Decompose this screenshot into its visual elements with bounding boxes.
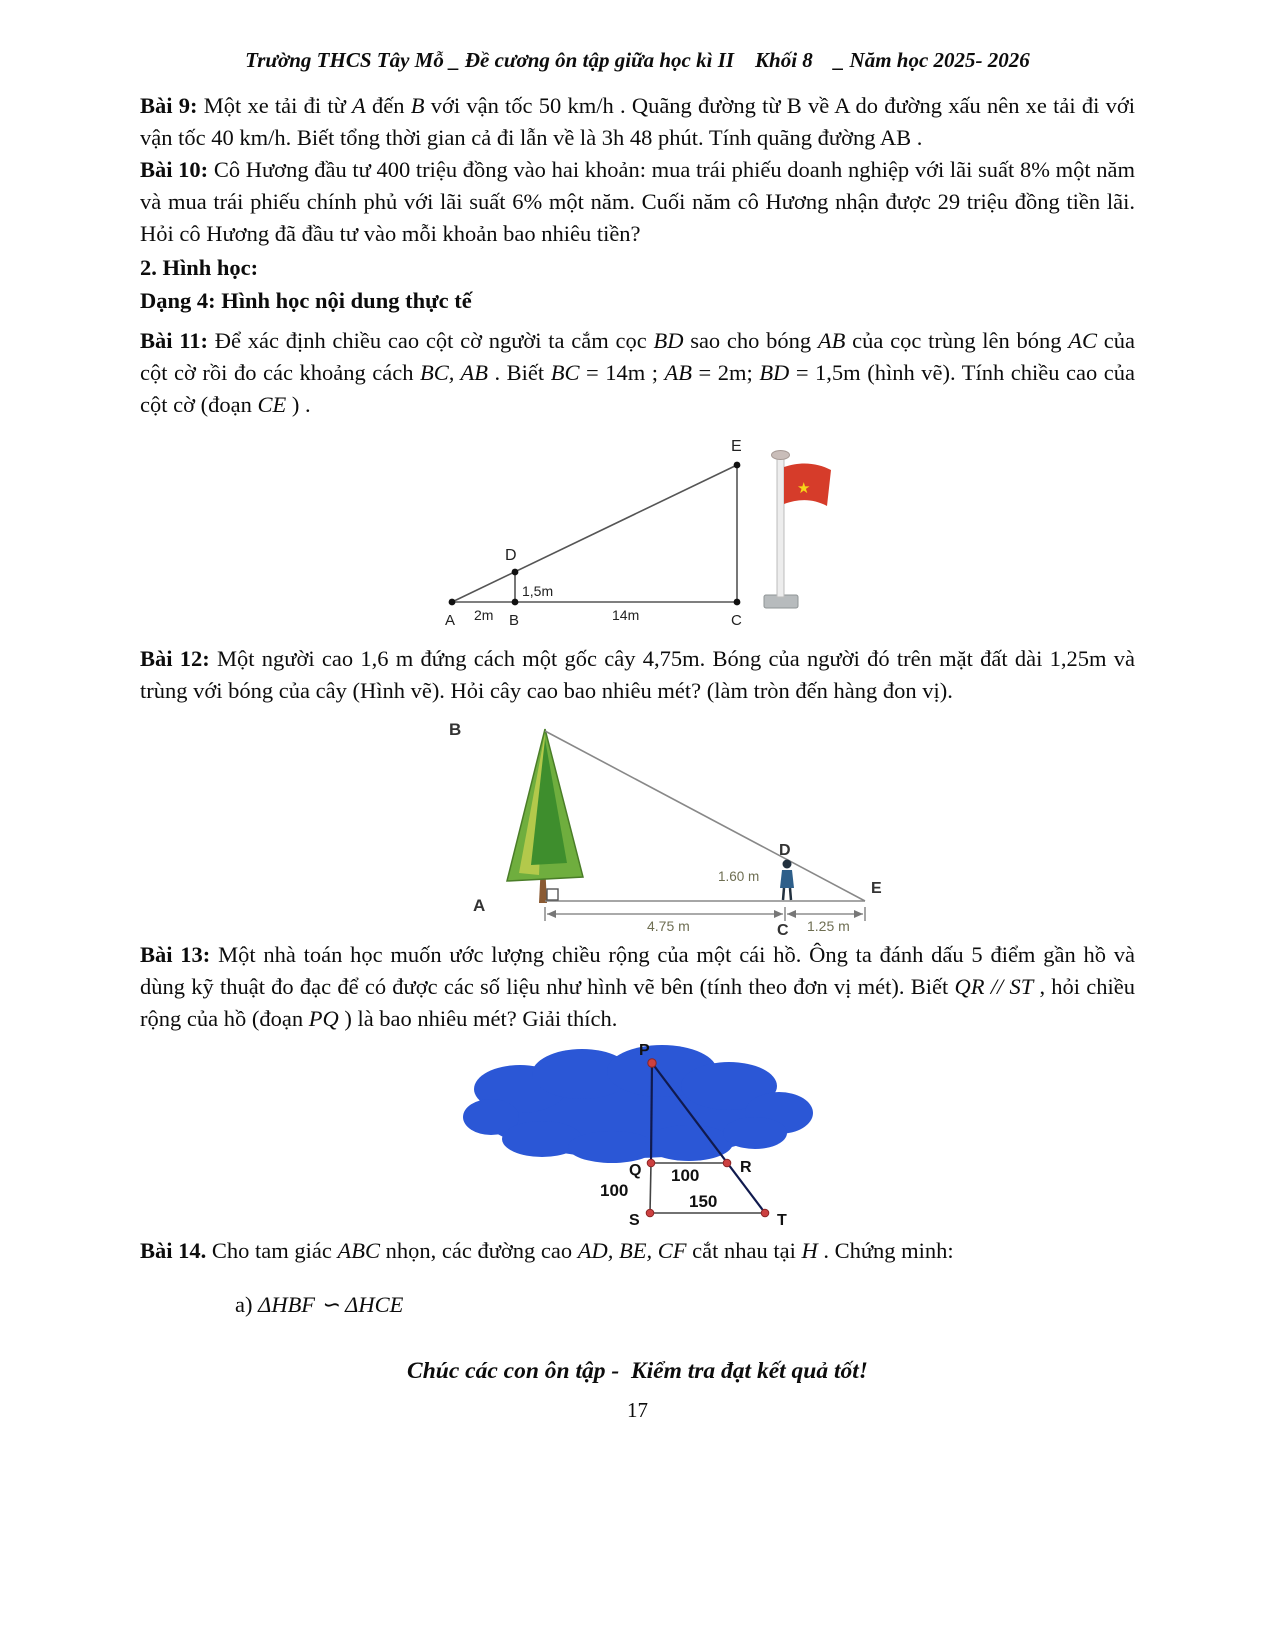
text-run: của cột cờ rồi đo các khoảng cách bbox=[140, 328, 1136, 386]
point-C-dot bbox=[733, 599, 740, 606]
text-run: . Biết bbox=[487, 360, 551, 386]
label-D-personhead: D bbox=[778, 842, 791, 860]
label-P: P bbox=[638, 1041, 650, 1059]
text-run: A bbox=[352, 92, 366, 118]
label-tree-shadow-length: 4.75 m bbox=[646, 918, 690, 935]
label-D: D bbox=[504, 547, 517, 565]
label-ST-distance: 150 bbox=[688, 1191, 717, 1211]
text-run: đến bbox=[365, 92, 411, 118]
flagpole-diagram bbox=[437, 427, 839, 639]
section-heading-dang4: Dạng 4: Hình học nội dung thực tế bbox=[140, 288, 472, 314]
flagpole-cap bbox=[771, 451, 789, 460]
lake-shape bbox=[463, 1045, 813, 1163]
label-S: S bbox=[628, 1211, 640, 1229]
text-run: AC bbox=[1068, 328, 1098, 354]
point-P-dot bbox=[647, 1059, 655, 1067]
text-run: Một người cao 1,6 m đứng cách một gốc cây 4,75m. Bóng của người đó trên mặt đất dài 1,25m và trùng với bóng của cây (Hình vẽ). Hỏi cây cao bao nhiêu mét? (làm tròn đến hàng đon vị). bbox=[140, 646, 1135, 704]
text-run: Bài 14. bbox=[140, 1237, 212, 1263]
person-head bbox=[782, 860, 791, 869]
text-run: H bbox=[801, 1237, 818, 1263]
label-B-treetop: B bbox=[448, 720, 461, 740]
text-run: PQ bbox=[308, 1005, 339, 1031]
problem-9 bbox=[140, 90, 1135, 154]
text-run: với vận tốc 50 km/h . Quãng đường từ B về A do đường xấu nên xe tải đi với vận tốc 40 km/h. Biết tổng thời gian cả đi lẫn về là 3h 48 phút. Tính quãng đường AB . bbox=[140, 92, 1135, 150]
person-leg-left bbox=[783, 888, 784, 900]
text-run: BD bbox=[759, 360, 790, 386]
text-run: nhọn, các đường cao bbox=[380, 1237, 578, 1263]
figure-lake bbox=[140, 1041, 1135, 1231]
point-R-dot bbox=[723, 1159, 731, 1167]
label-C: C bbox=[730, 612, 742, 630]
label-E: E bbox=[730, 438, 742, 456]
text-run: AB bbox=[817, 328, 846, 354]
dim-arrow-2 bbox=[774, 910, 783, 918]
problem-13 bbox=[140, 939, 1135, 1035]
point-B-dot bbox=[511, 599, 518, 606]
point-Q-dot bbox=[647, 1159, 655, 1167]
label-A-treebase: A bbox=[472, 896, 485, 916]
point-T-dot bbox=[761, 1209, 769, 1217]
line-PQ bbox=[651, 1063, 652, 1163]
label-QR-distance: 100 bbox=[670, 1165, 699, 1185]
text-run: Cho tam giác bbox=[211, 1237, 338, 1263]
text-run: = 14m ; bbox=[579, 360, 665, 386]
text-run: , hỏi chiều rộng của hồ (đoạn bbox=[140, 974, 1136, 1031]
text-run: ) . bbox=[286, 392, 311, 418]
text-run: Bài 9: bbox=[140, 92, 204, 118]
flagpole-pole bbox=[777, 457, 784, 597]
text-run: cắt nhau tại bbox=[686, 1237, 802, 1263]
text-run: ΔHBF ∽ ΔHCE bbox=[258, 1291, 404, 1317]
label-A: A bbox=[444, 612, 455, 630]
label-E-shadowtip: E bbox=[870, 880, 882, 898]
flag-star-icon: ★ bbox=[796, 481, 810, 498]
text-run: Một nhà toán học muốn ước lượng chiều rộng của một cái hồ. Ông ta đánh dấu 5 điểm gần hồ và dùng kỹ thuật đo đạc để có được các số liệu như hình vẽ bên (tính theo đơn vị mét). Biết bbox=[140, 942, 1135, 999]
dim-arrow-4 bbox=[854, 910, 863, 918]
lake-diagram bbox=[457, 1041, 819, 1231]
point-S-dot bbox=[646, 1209, 654, 1217]
label-T: T bbox=[776, 1211, 787, 1229]
label-AB-distance: 2m bbox=[473, 607, 493, 624]
text-run: . Chứng minh: bbox=[817, 1237, 954, 1263]
tree-diagram bbox=[435, 713, 897, 935]
label-person-shadow-length: 1.25 m bbox=[806, 918, 850, 935]
problem-11 bbox=[140, 325, 1135, 421]
label-B: B bbox=[508, 612, 519, 630]
label-C-personfeet: C bbox=[776, 922, 789, 936]
text-run: Bài 13: bbox=[140, 942, 219, 968]
point-D-dot bbox=[511, 569, 518, 576]
label-BD-height: 1,5m bbox=[521, 583, 553, 600]
text-run: của cọc trùng lên bóng bbox=[845, 328, 1069, 354]
text-run: AB bbox=[664, 360, 693, 386]
person-leg-right bbox=[790, 888, 791, 900]
page-number: 17 bbox=[627, 1398, 648, 1423]
text-run: AD, BE, CF bbox=[577, 1237, 687, 1263]
sight-line-AE bbox=[452, 465, 737, 602]
sight-line-BE bbox=[545, 731, 865, 901]
label-Q: Q bbox=[628, 1161, 641, 1179]
dim-arrow-1 bbox=[547, 910, 556, 918]
text-run: sao cho bóng bbox=[683, 328, 818, 354]
point-A-dot bbox=[448, 599, 455, 606]
figure-flagpole bbox=[140, 427, 1135, 639]
person-body bbox=[780, 870, 794, 888]
figure-tree bbox=[168, 713, 1163, 935]
point-E-dot bbox=[733, 462, 740, 469]
closing-wish: Chúc các con ôn tập - Kiểm tra đạt kết quả tốt! bbox=[407, 1357, 868, 1384]
text-run: Để xác định chiều cao cột cờ người ta cắm cọc bbox=[214, 328, 654, 354]
text-run: CE bbox=[257, 392, 287, 418]
text-run: BC, AB bbox=[419, 360, 488, 386]
problem-14 bbox=[140, 1235, 1135, 1267]
text-run: Bài 12: bbox=[140, 646, 218, 672]
text-run: = 1,5m (hình vẽ). Tính chiều cao của cột cờ (đoạn bbox=[140, 360, 1135, 418]
text-run: Cô Hương đầu tư 400 triệu đồng vào hai khoản: mua trái phiếu doanh nghiệp với lãi suất 8% một năm và mua trái phiếu chính phủ với lãi suất 6% một năm. Cuối năm cô Hương nhận được 29 triệu đồng tiền lãi. Hỏi cô Hương đã đầu tư vào mỗi khoản bao nhiêu tiền? bbox=[140, 156, 1135, 246]
label-person-height: 1.60 m bbox=[717, 869, 759, 885]
problem-12 bbox=[140, 643, 1135, 707]
label-QS-distance: 100 bbox=[599, 1180, 628, 1200]
dim-arrow-3 bbox=[787, 910, 796, 918]
problem-10 bbox=[140, 154, 1135, 250]
text-run: QR // ST bbox=[954, 974, 1034, 999]
text-run: Bài 10: bbox=[140, 156, 214, 182]
text-run: BD bbox=[653, 328, 684, 354]
text-run: Một xe tải đi từ bbox=[203, 92, 353, 118]
label-R: R bbox=[739, 1158, 752, 1176]
label-BC-distance: 14m bbox=[611, 607, 639, 624]
text-run: B bbox=[410, 92, 425, 118]
text-run: a) bbox=[235, 1291, 259, 1317]
document-header: Trường THCS Tây Mỗ _ Đề cương ôn tập giữa học kì II Khối 8 _ Năm học 2025- 2026 bbox=[245, 48, 1030, 72]
problem-14-item-a bbox=[235, 1289, 1135, 1321]
text-run: BC bbox=[550, 360, 580, 386]
right-angle-marker bbox=[547, 889, 558, 900]
line-QS bbox=[650, 1163, 651, 1213]
section-heading-geometry: 2. Hình học: bbox=[140, 254, 259, 280]
text-run: ) là bao nhiêu mét? Giải thích. bbox=[338, 1005, 618, 1031]
text-run: = 2m; bbox=[692, 360, 760, 386]
text-run: Bài 11: bbox=[140, 328, 215, 354]
text-run: ABC bbox=[337, 1237, 380, 1263]
